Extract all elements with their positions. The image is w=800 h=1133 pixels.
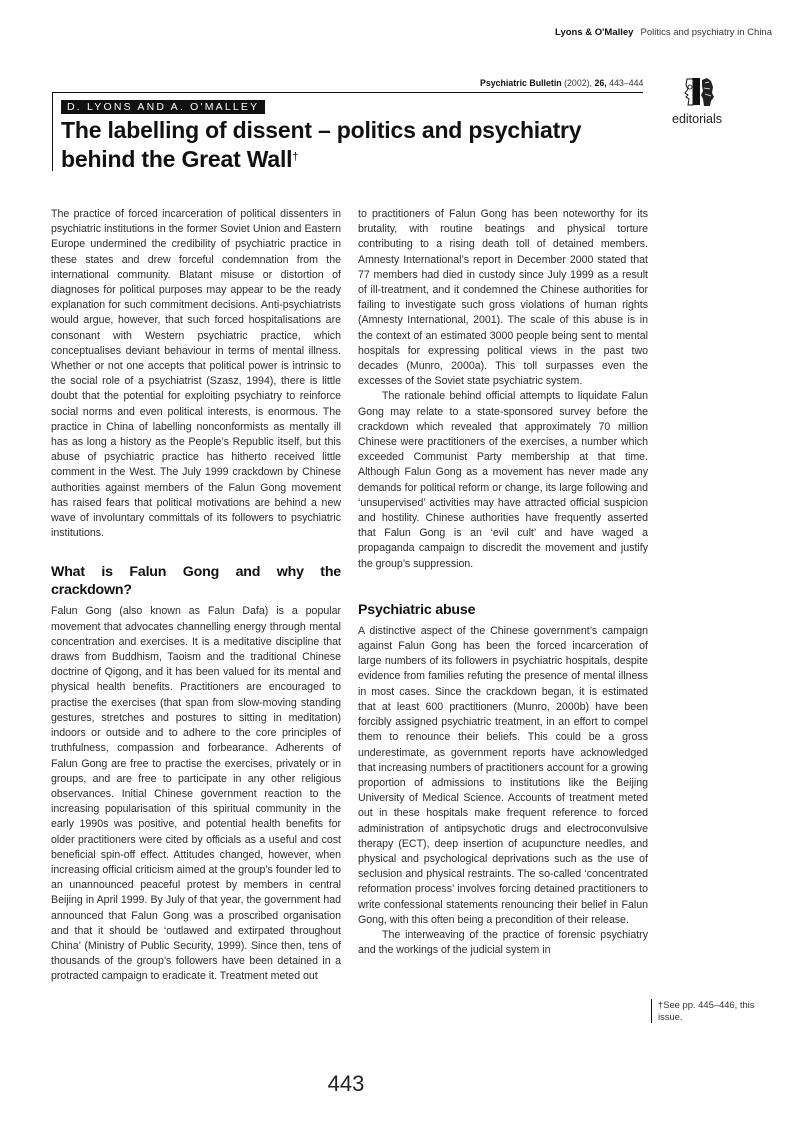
running-head-authors: Lyons & O'Malley [555,27,634,38]
rationale-paragraph: The rationale behind official attempts to liquidate Falun Gong may relate to a state-sponsored survey before the crackdown which revealed that approximately 70 million Chinese were practitioners of the exercises, a number which exceeded Communist Party membership at that time. Although Falun Gong as a movement has never made any demands for political reform or change, its large following and ‘unsupervised’ activities may have attracted official suspicion and hostility. Chinese authorities have frequently asserted that Falun Gong is an ‘evil cult’ and have waged a propaganda campaign to discredit the movement and justify the group’s suppression. [358,390,648,570]
section-heading-psychiatric-abuse: Psychiatric abuse [358,601,476,618]
section-label: editorials [672,112,723,126]
left-column [51,207,341,985]
journal-year: (2002), [564,78,592,88]
title-footnote-mark: † [292,151,299,163]
section-heading-falun-gong: What is Falun Gong and why the crackdown? [51,564,341,599]
running-head [555,27,772,38]
falun-gong-paragraph: Falun Gong (also known as Falun Dafa) is a popular movement that advocates channelling energy through mental concentration and exercises. It is a meditative discipline that draws from Buddhism, Taoism and the traditional Chinese doctrine of Qigong, and it has been valued for its mental and physical health benefits. Practitioners are encouraged to practise the exercises (that span from slow-moving standing gestures, stretches and postures to sitting in meditation) indoors or outside and to adhere to the core principles of truthfulness, compassion and forbearance. Adherents of Falun Gong are free to practise the exercises, privately or in groups, and are free to participate in any other religious observances. Initial Chinese government reaction to the increasing popularisation of this spiritual community in the early 1990s was positive, and potential health benefits for older practitioners were cited by officials as a useful and cost beneficial spin-off effect. Attitudes changed, however, when increasing official criticism aimed at the group’s founder led to an unannounced peaceful protest by members in central Beijing in April 1999. By July of that year, the government had announced that Falun Gong was a proscribed organisation and that it should be ‘outlawed and extirpated throughout China’ (Ministry of Public Security, 1999). Since then, tens of thousands of the group’s followers have been detained in a protracted campaign to eradicate it. Treatment meted out [51,605,341,983]
page-number: 443 [327,1071,365,1096]
article-title-text: The labelling of dissent – politics and psychiatry behind the Great Wall [61,117,582,172]
intro-paragraph: The practice of forced incarceration of political dissenters in psychiatric institutions in the former Soviet Union and Eastern Europe undermined the credibility of psychiatric practice in these states and drew forceful condemnation from the international community. Blatant misuse or distortion of diagnoses for political purposes may appear to be the ready explanation for such commitment decisions. Anti-psychiatrists would argue, however, that such forced hospitalisations are consonant with Western psychiatric practice, which conceptualises deviant behaviour in terms of mental illness. Whether or not one accepts that political power is intrinsic to the social role of a psychiatrist (Szasz, 1994), there is little doubt that the potential for exploiting psychiatry to reinforce social norms and even political interests, is enormous. The practice in China of labelling nonconformists as mentally ill has as long a history as the People’s Republic itself, but this abuse of psychiatric practice has hitherto received little comment in the West. The July 1999 crackdown by Chinese authorities against members of the Falun Gong movement has raised fears that political motivations are behind a new wave of involuntary committals of its followers to psychiatric institutions. [51,208,341,540]
running-head-topic: Politics and psychiatry in China [640,27,772,38]
forensic-paragraph: The interweaving of the practice of forensic psychiatry and the workings of the judicial system in [358,928,648,957]
continuation-paragraph: to practitioners of Falun Gong has been noteworthy for its brutality, with routine beatings and physical torture contributing to a rising death toll of detained members. Amnesty International’s report in December 2000 stated that 77 members had died in custody since July 1999 as a result of ill-treatment, and it condemned the Chinese authorities for failing to investigate such gross violations of human rights (Amnesty International, 2001). The scale of this abuse is in the context of an estimated 3000 people being sent to mental hospitals for expressing political views in the past two decades (Munro, 2000a). This toll surpasses even the excesses of the Soviet state psychiatric system. [358,208,648,388]
journal-citation [480,78,642,88]
author-band: D. LYONS AND A. O'MALLEY [61,100,265,114]
footnote: †See pp. 445–446, this issue. [651,999,778,1023]
journal-volume: 26, [594,78,607,88]
article-title [61,116,651,174]
two-faces-logo-icon [683,77,717,107]
journal-pages: 443–444 [609,78,644,88]
psychiatric-abuse-paragraph: A distinctive aspect of the Chinese government’s campaign against Falun Gong has been the forced incarceration of large numbers of its followers in psychiatric hospitals, despite evidence from families refuting the presence of mental illness in most cases. Since the crackdown began, it is estimated that at least 600 practitioners (Munro, 2000b) have been forcibly assigned psychiatric treatment, in an effort to compel them to renounce their beliefs. This could be a gross underestimate, as government reports have acknowledged that increasing numbers of practitioners account for a growing proportion of admissions to institutions like the Beijing University of Medical Science. Accounts of treatment meted out in these hospitals make frequent reference to forced administration of antipsychotic drugs and electroconvulsive therapy (ECT), deep insertion of acupuncture needles, and physical and psychological deprivations such as the use of seclusion and physical restraints. The so-called ‘concentrated reformation process’ involves forcing detained practitioners to write confessional statements renouncing their belief in Falun Gong, with this often being a precondition of their release. [358,624,648,926]
journal-name: Psychiatric Bulletin [480,78,562,88]
right-column [358,207,648,958]
